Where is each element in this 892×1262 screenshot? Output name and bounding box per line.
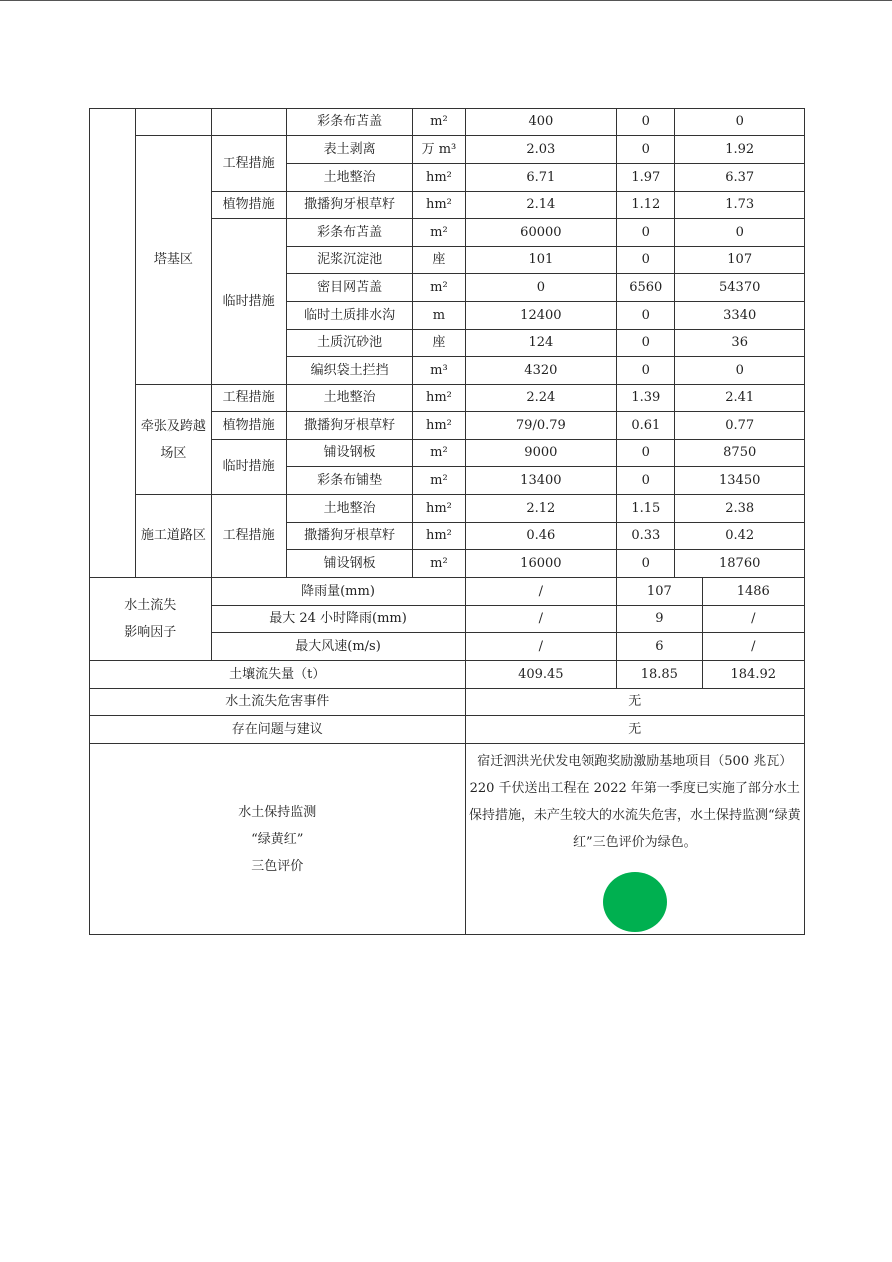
value-cell: 2.03 — [465, 136, 617, 164]
value-cell: 2.14 — [465, 192, 617, 219]
measure-cell: 密目网苫盖 — [286, 274, 413, 302]
unit-cell: hm² — [413, 495, 465, 523]
measure-cell: 彩条布苫盖 — [286, 219, 413, 247]
table-row — [90, 578, 805, 606]
value-cell: 0 — [617, 219, 675, 247]
value-cell: 18760 — [675, 550, 805, 578]
value-cell: 36 — [675, 330, 805, 357]
value-cell: 0 — [675, 109, 805, 136]
value-cell: 0 — [617, 302, 675, 330]
unit-cell: 座 — [413, 330, 465, 357]
value-cell: 0.33 — [617, 523, 675, 550]
rating-label-cell — [90, 744, 466, 935]
hazard-value: 无 — [465, 689, 804, 716]
measure-cell: 土地整治 — [286, 495, 413, 523]
factors-group-cell — [90, 578, 212, 661]
unit-cell: hm² — [413, 164, 465, 192]
table-row — [90, 689, 805, 716]
factor-value-cell: / — [465, 633, 617, 661]
measure-cell: 表土剥离 — [286, 136, 413, 164]
soil-loss-value: 184.92 — [702, 661, 804, 689]
value-cell: 54370 — [675, 274, 805, 302]
rating-result-cell — [465, 744, 804, 935]
factor-value-cell: / — [465, 578, 617, 606]
measure-cell: 编织袋土拦挡 — [286, 357, 413, 385]
factors-group-label: 影响因子 — [124, 625, 177, 640]
unit-cell: 座 — [413, 247, 465, 274]
table-row — [90, 495, 805, 523]
factor-value-cell: 9 — [617, 606, 702, 633]
value-cell: 2.12 — [465, 495, 617, 523]
value-cell: 2.38 — [675, 495, 805, 523]
measure-cell: 彩条布苫盖 — [286, 109, 413, 136]
factor-label-cell: 最大 24 小时降雨(mm) — [211, 606, 465, 633]
value-cell: 0 — [617, 550, 675, 578]
table-row — [90, 109, 805, 136]
rating-label: “绿黄红” — [251, 831, 304, 847]
measure-cell: 彩条布铺垫 — [286, 467, 413, 495]
measure-cell: 临时土质排水沟 — [286, 302, 413, 330]
value-cell: 16000 — [465, 550, 617, 578]
unit-cell: m² — [413, 550, 465, 578]
measure-cell: 泥浆沉淀池 — [286, 247, 413, 274]
value-cell: 0 — [675, 219, 805, 247]
unit-cell: hm² — [413, 412, 465, 440]
factor-label-cell: 降雨量(mm) — [211, 578, 465, 606]
hazard-label: 水土流失危害事件 — [90, 689, 466, 716]
category-cell: 临时措施 — [211, 219, 286, 385]
factor-label-cell: 最大风速(m/s) — [211, 633, 465, 661]
value-cell: 0 — [617, 330, 675, 357]
value-cell: 101 — [465, 247, 617, 274]
category-cell: 植物措施 — [211, 192, 286, 219]
value-cell: 0 — [465, 274, 617, 302]
value-cell: 6.37 — [675, 164, 805, 192]
factor-value-cell: / — [465, 606, 617, 633]
value-cell: 8750 — [675, 440, 805, 467]
value-cell: 0 — [617, 247, 675, 274]
value-cell: 400 — [465, 109, 617, 136]
measure-cell: 撒播狗牙根草籽 — [286, 192, 413, 219]
value-cell: 1.92 — [675, 136, 805, 164]
unit-cell: m — [413, 302, 465, 330]
value-cell: 124 — [465, 330, 617, 357]
value-cell: 0.42 — [675, 523, 805, 550]
value-cell: 1.15 — [617, 495, 675, 523]
value-cell: 2.41 — [675, 385, 805, 412]
soil-loss-label: 土壤流失量（t） — [90, 661, 466, 689]
value-cell: 0 — [617, 136, 675, 164]
measure-cell: 铺设钢板 — [286, 440, 413, 467]
value-cell: 9000 — [465, 440, 617, 467]
value-cell: 0 — [617, 109, 675, 136]
unit-cell: 万 m³ — [413, 136, 465, 164]
category-cell: 临时措施 — [211, 440, 286, 495]
area-cell — [136, 109, 211, 136]
category-cell — [211, 109, 286, 136]
unit-cell: m² — [413, 274, 465, 302]
rating-label: 水土保持监测 — [238, 804, 317, 820]
factor-value-cell: 1486 — [702, 578, 804, 606]
issues-value: 无 — [465, 716, 804, 744]
table-row — [90, 385, 805, 412]
value-cell: 13400 — [465, 467, 617, 495]
soil-loss-value: 409.45 — [465, 661, 617, 689]
value-cell: 0 — [617, 467, 675, 495]
unit-cell: hm² — [413, 192, 465, 219]
value-cell: 79/0.79 — [465, 412, 617, 440]
value-cell: 0 — [617, 357, 675, 385]
measure-cell: 土地整治 — [286, 385, 413, 412]
table-row — [90, 716, 805, 744]
table-row — [90, 744, 805, 935]
measure-cell: 土地整治 — [286, 164, 413, 192]
value-cell: 0 — [675, 357, 805, 385]
factor-value-cell: / — [702, 633, 804, 661]
measure-cell: 铺设钢板 — [286, 550, 413, 578]
area-cell: 施工道路区 — [136, 495, 211, 578]
value-cell: 6.71 — [465, 164, 617, 192]
value-cell: 3340 — [675, 302, 805, 330]
category-cell: 植物措施 — [211, 412, 286, 440]
unit-cell: m³ — [413, 357, 465, 385]
measure-cell: 撒播狗牙根草籽 — [286, 412, 413, 440]
table-row — [90, 661, 805, 689]
unit-cell: m² — [413, 219, 465, 247]
factors-group-label: 水土流失 — [124, 598, 177, 613]
value-cell: 107 — [675, 247, 805, 274]
table-row — [90, 136, 805, 164]
value-cell: 1.73 — [675, 192, 805, 219]
value-cell: 6560 — [617, 274, 675, 302]
value-cell: 1.39 — [617, 385, 675, 412]
category-cell: 工程措施 — [211, 385, 286, 412]
category-cell: 工程措施 — [211, 136, 286, 192]
soil-loss-value: 18.85 — [617, 661, 702, 689]
area-cell: 牵张及跨越场区 — [136, 385, 211, 495]
value-cell: 0 — [617, 440, 675, 467]
soil-water-monitoring-table — [89, 108, 805, 935]
unit-cell: m² — [413, 109, 465, 136]
rating-description: 宿迁泗洪光伏发电领跑奖励激励基地项目（500 兆瓦）220 千伏送出工程在 2022 年第一季度已实施了部分水土保持措施，未产生较大的水流失危害，水土保持监测“绿黄红”三色评价为绿色。 — [468, 754, 801, 850]
value-cell: 1.97 — [617, 164, 675, 192]
factor-value-cell: 107 — [617, 578, 702, 606]
page-top-border — [0, 0, 892, 1]
category-cell: 工程措施 — [211, 495, 286, 578]
value-cell: 0.77 — [675, 412, 805, 440]
unit-cell: m² — [413, 440, 465, 467]
value-cell: 13450 — [675, 467, 805, 495]
value-cell: 0.61 — [617, 412, 675, 440]
rating-label: 三色评价 — [251, 858, 304, 874]
value-cell: 1.12 — [617, 192, 675, 219]
value-cell: 4320 — [465, 357, 617, 385]
section-group-cell — [90, 109, 136, 578]
green-status-indicator — [603, 872, 667, 932]
measure-cell: 土质沉砂池 — [286, 330, 413, 357]
factor-value-cell: 6 — [617, 633, 702, 661]
issues-label: 存在问题与建议 — [90, 716, 466, 744]
value-cell: 12400 — [465, 302, 617, 330]
measure-cell: 撒播狗牙根草籽 — [286, 523, 413, 550]
unit-cell: hm² — [413, 385, 465, 412]
unit-cell: m² — [413, 467, 465, 495]
factor-value-cell: / — [702, 606, 804, 633]
unit-cell: hm² — [413, 523, 465, 550]
value-cell: 60000 — [465, 219, 617, 247]
value-cell: 0.46 — [465, 523, 617, 550]
value-cell: 2.24 — [465, 385, 617, 412]
area-cell: 塔基区 — [136, 136, 211, 385]
